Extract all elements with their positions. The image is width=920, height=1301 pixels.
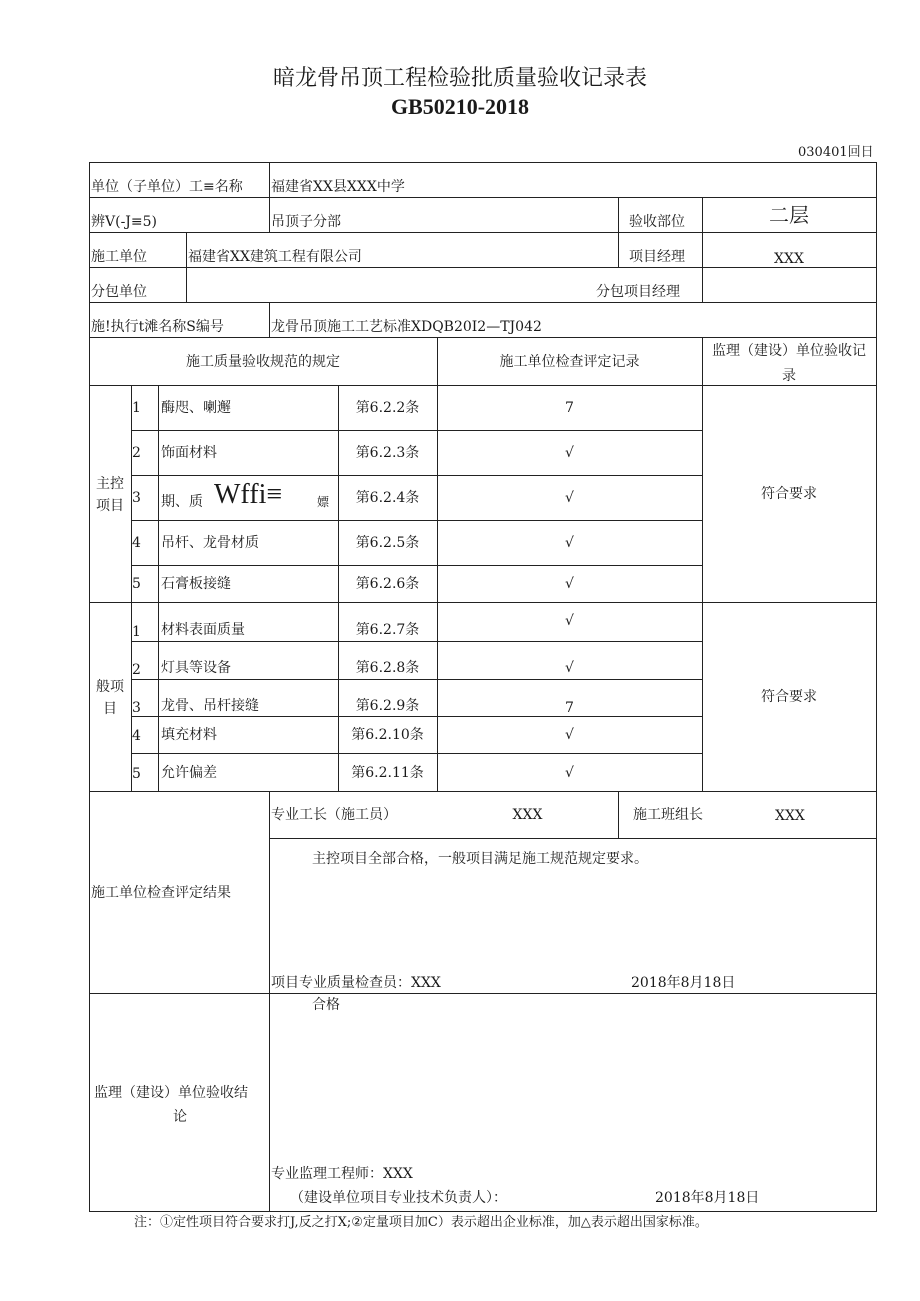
- item-name: 酶咫、喇邂: [161, 400, 231, 416]
- item-name: 石膏板接缝: [161, 576, 231, 592]
- item-number: 4: [132, 535, 141, 551]
- item-record: √: [565, 445, 574, 461]
- sub-division-value: 吊顶子分部: [271, 214, 341, 230]
- supervision-date: 2018年8月18日: [655, 1190, 760, 1206]
- item-record: 7: [565, 700, 574, 716]
- project-manager-value: XXX: [774, 251, 804, 267]
- item-clause: 第6.2.2条: [355, 400, 420, 416]
- item-number: 3: [132, 490, 141, 506]
- item-record: √: [565, 765, 574, 781]
- acceptance-part-label: 验收部位: [629, 214, 685, 230]
- supervisor-column-header-cont: 录: [782, 368, 796, 384]
- record-column-header: 施工单位检查评定记录: [499, 354, 640, 370]
- item-record: √: [565, 727, 574, 743]
- quality-inspector: 项目专业质量检查员：XXX: [271, 975, 441, 991]
- main-group-label-cont: 项目: [96, 498, 124, 514]
- item-name-distorted: Wffi≡: [214, 479, 283, 510]
- item-name-tail: 嫖: [317, 495, 330, 509]
- item-number: 1: [132, 400, 141, 416]
- construction-result-label: 施工单位检查评定结果: [91, 885, 231, 901]
- item-record: √: [565, 490, 574, 506]
- standard-code: GB50210-2018: [390, 94, 530, 119]
- unit-name-value: 福建省XX县XXX中学: [271, 179, 405, 195]
- item-record: √: [565, 535, 574, 551]
- project-manager-label: 项目经理: [629, 249, 685, 265]
- general-group-result: 符合要求: [761, 689, 817, 705]
- item-number: 2: [132, 445, 141, 461]
- item-name: 灯具等设备: [161, 660, 231, 676]
- foreman-value: XXX: [512, 807, 543, 823]
- unit-name-label: 单位（子单位）工≡名称: [91, 179, 243, 195]
- construction-date: 2018年8月18日: [631, 975, 736, 991]
- item-record: 7: [565, 400, 574, 416]
- standard-label: 施!执行t滩名称S编号: [91, 319, 224, 335]
- supervision-result-label-cont: 论: [173, 1109, 187, 1125]
- item-number: 3: [132, 700, 141, 716]
- team-leader-label: 施工班组长: [633, 807, 703, 823]
- item-clause: 第6.2.5条: [355, 535, 420, 551]
- item-clause: 第6.2.9条: [355, 698, 420, 714]
- spec-column-header: 施工质量验收规范的规定: [186, 354, 340, 370]
- subcontractor-label: 分包单位: [91, 284, 147, 300]
- item-name: 吊杆、龙骨材质: [161, 535, 259, 551]
- item-name: 材料表面质量: [161, 622, 245, 638]
- contractor-label: 施工单位: [91, 249, 147, 265]
- item-name: 填充材料: [161, 727, 217, 743]
- footnote: 注：①定性项目符合要求打J,反之打X;②定量项目加C）表示超出企业标准，加△表示超出国家标准。: [134, 1215, 708, 1230]
- general-group-label-cont: 目: [103, 701, 117, 717]
- acceptance-part-value: 二层: [769, 203, 809, 227]
- sub-division-label: 辨V(-J≡5): [91, 214, 158, 230]
- item-number: 4: [132, 728, 141, 744]
- item-record: √: [565, 576, 574, 592]
- form-number: 030401回日: [798, 145, 874, 160]
- contractor-value: 福建省XX建筑工程有限公司: [188, 249, 362, 265]
- item-number: 1: [132, 624, 141, 640]
- subcontract-pm-label: 分包项目经理: [596, 284, 680, 300]
- team-leader-value: XXX: [775, 808, 805, 824]
- item-number: 5: [132, 766, 141, 782]
- item-number: 5: [132, 576, 141, 592]
- main-group-result: 符合要求: [761, 486, 817, 502]
- supervisor-column-header: 监理（建设）单位验收记: [712, 343, 866, 359]
- item-name: 期、质: [161, 494, 203, 510]
- item-name: 饰面材料: [161, 445, 217, 461]
- foreman-label: 专业工长（施工员）: [271, 807, 397, 823]
- item-clause: 第6.2.7条: [355, 622, 420, 638]
- item-name: 允许偏差: [161, 765, 217, 781]
- supervision-result-label: 监理（建设）单位验收结: [94, 1085, 248, 1101]
- item-clause: 第6.2.10条: [351, 727, 424, 743]
- supervision-conclusion: 合格: [312, 997, 340, 1013]
- item-record: √: [565, 613, 574, 629]
- owner-representative: （建设单位项目专业技术负责人）：: [290, 1190, 507, 1206]
- page-title: 暗龙骨吊顶工程检验批质量验收记录表: [272, 66, 647, 91]
- item-name: 龙骨、吊杆接缝: [161, 698, 259, 714]
- item-clause: 第6.2.8条: [355, 660, 420, 676]
- item-clause: 第6.2.4条: [355, 490, 420, 506]
- item-clause: 第6.2.6条: [355, 576, 420, 592]
- general-group-label: 般项: [96, 679, 124, 695]
- item-number: 2: [132, 662, 141, 678]
- item-clause: 第6.2.11条: [351, 765, 424, 781]
- standard-value: 龙骨吊顶施工工艺标准XDQB20I2—TJ042: [271, 319, 542, 335]
- item-clause: 第6.2.3条: [355, 445, 420, 461]
- construction-conclusion: 主控项目全部合格，一般项目满足施工规范规定要求。: [312, 851, 648, 867]
- main-group-label: 主控: [96, 476, 124, 492]
- supervising-engineer: 专业监理工程师：XXX: [271, 1166, 413, 1182]
- item-record: √: [565, 660, 574, 676]
